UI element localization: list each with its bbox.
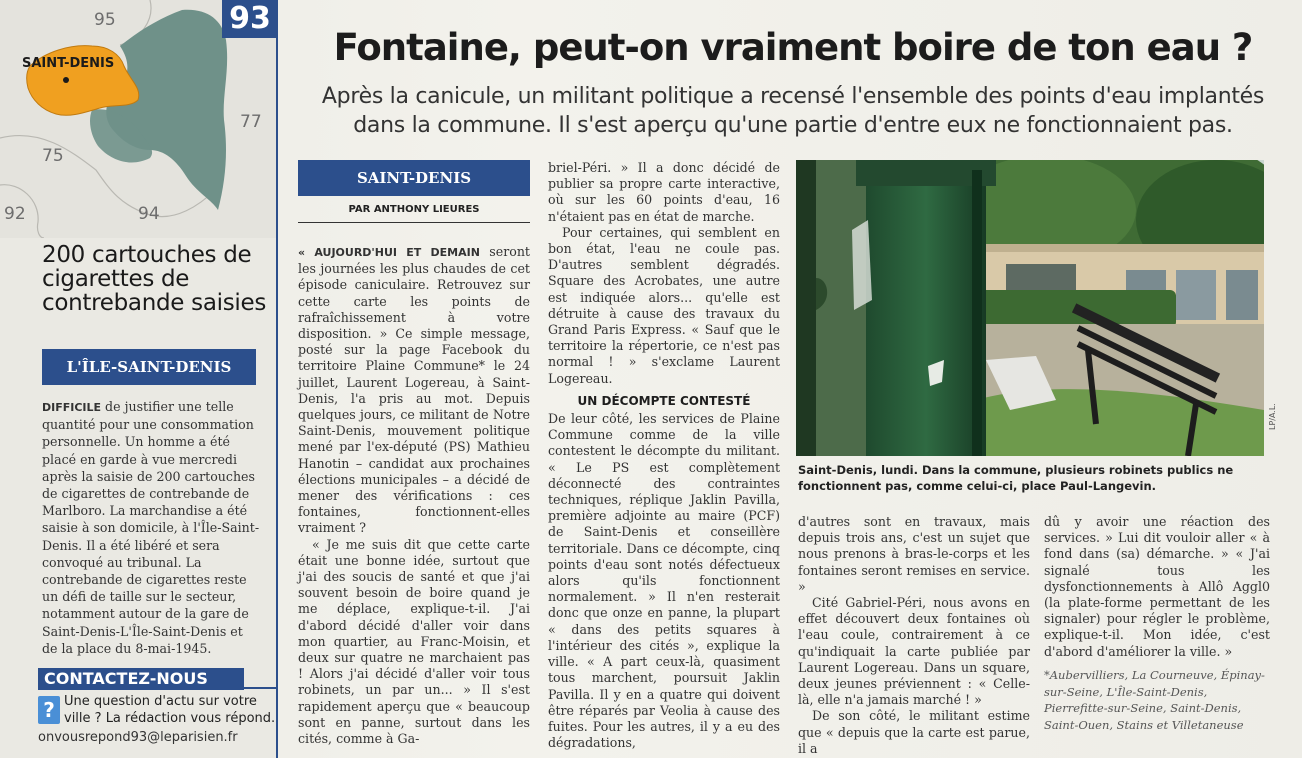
sidebar-divider xyxy=(276,0,278,758)
article-photo xyxy=(796,160,1264,456)
photo-credit: LP/A.L. xyxy=(1268,403,1277,430)
contact-text: Une question d'actu sur votre ville ? La rédaction vous répond. xyxy=(64,694,276,726)
brief-lead: DIFFICILE xyxy=(42,401,102,414)
article-column-3 xyxy=(798,514,1030,757)
map-label-92: 92 xyxy=(4,204,26,224)
contact-band: CONTACTEZ-NOUS xyxy=(38,668,244,690)
col3-paragraph-2: Cité Gabriel-Péri, nous avons en effet découvert deux fontaines où l'eau coule, contrairement à ce qu'indiquait la carte publiée par Laurent Logereau. Dans un square, deux jeunes préviennent : « Celle-là, elle n'a jamais marché ! » xyxy=(798,595,1030,708)
footnote: *Aubervilliers, La Courneuve, Épinay-sur-Seine, L'Île-Saint-Denis, Pierrefitte-sur-Seine, Saint-Denis, Saint-Ouen, Stains et Villetaneuse xyxy=(1044,668,1265,732)
col2-paragraph-1: briel-Péri. » Il a donc décidé de publier sa propre carte interactive, où sur les 60 points d'eau, 16 n'étaient pas en état de marche. xyxy=(548,160,780,224)
article-lead: « AUJOURD'HUI ET DEMAIN xyxy=(298,246,480,259)
subheading: UN DÉCOMPTE CONTESTÉ xyxy=(577,393,751,408)
col3-paragraph-1: d'autres sont en travaux, mais depuis trois ans, c'est un sujet que nous prenons à bras-le-corps et les fontaines seront remises en service. » xyxy=(798,514,1030,594)
col1-paragraph-1: seront les journées les plus chaudes de cet épisode caniculaire. Retrouvez sur cette carte les points de rafraîchissement à votre disposition. » Ce simple message, posté sur la page Facebook du territoire Plaine Commune* le 24 juillet, Laurent Logereau, à Saint-Denis, l'a pris au mot. Depuis quelques jours, ce militant de Notre Saint-Denis, mouvement politique mené par l'ex-député (PS) Mathieu Hanotin – candidat aux prochaines élections municipales – a décidé de mener des vérifications : ces fontaines, fonctionnent-elles vraiment ? xyxy=(298,244,530,536)
map-city-label: SAINT-DENIS xyxy=(22,56,115,71)
col4-paragraph-1: dû y avoir une réaction des services. » Lui dit vouloir aller « à fond dans (sa) démarche. » « J'ai signalé tous les dysfonctionnements à Allô Aggl0 (la plate-forme permettant de les signaler) pour régler le problème, explique-t-il. Mon idée, c'est d'abord d'améliorer la ville. » xyxy=(1044,514,1270,659)
contact-email[interactable]: onvousrepond93@leparisien.fr xyxy=(38,730,238,745)
contact-divider xyxy=(236,687,276,689)
map-label-94: 94 xyxy=(138,204,160,224)
question-mark-icon: ? xyxy=(38,696,60,724)
col2-paragraph-2: Pour certaines, qui semblent en bon état, l'eau ne coule pas. D'autres semblent dégradés. Square des Acrobates, une autre est indiquée alors... qu'elle est détruite à cause des travaux du Grand Paris Express. « Sauf que le territoire la répertorie, ce n'est pas normal ! » s'exclame Laurent Logereau. xyxy=(548,224,780,386)
col1-paragraph-2: « Je me suis dit que cette carte était une bonne idée, surtout que j'ai des soucis de santé et que j'ai souvent besoin de boire quand je me déplace, explique-t-il. J'ai d'abord décidé d'aller voir dans mon quartier, au Franc-Moisin, et deux sur quatre ne marchaient pas ! Alors j'ai décidé d'aller voir tous robinets, un par un... » Il s'est rapidement aperçu que « beaucoup sont en panne, surtout dans les cités, comme à Ga- xyxy=(298,536,530,747)
byline-divider xyxy=(298,222,530,223)
brief-headline: 200 cartouches de cigarettes de contrebande saisies xyxy=(42,242,267,316)
article-column-1 xyxy=(298,244,530,747)
photo-caption: Saint-Denis, lundi. Dans la commune, plusieurs robinets publics ne fonctionnent pas, comme celui-ci, place Paul-Langevin. xyxy=(798,463,1234,493)
map-label-77: 77 xyxy=(240,112,262,132)
article-column-2 xyxy=(548,160,780,751)
sidebar xyxy=(0,0,278,758)
brief-location-badge: L'ÎLE-SAINT-DENIS xyxy=(42,349,256,385)
article-headline: Fontaine, peut-on vraiment boire de ton eau ? xyxy=(333,26,1253,69)
article-byline: PAR ANTHONY LIEURES xyxy=(348,204,480,215)
brief-body xyxy=(42,398,262,657)
col3-paragraph-3: De son côté, le militant estime que « depuis que la carte est parue, il a xyxy=(798,708,1030,756)
article-column-4 xyxy=(1044,514,1270,660)
article-standfirst: Après la canicule, un militant politique a recensé l'ensemble des points d'eau implantés dans la commune. Il s'est aperçu qu'une partie d'entre eux ne fonctionnaient pas. xyxy=(321,84,1265,138)
article-location-badge: SAINT-DENIS xyxy=(298,160,530,196)
map-label-75: 75 xyxy=(42,146,64,166)
col2-paragraph-3: De leur côté, les services de Plaine Commune comme de la ville contestent le décompte du militant. « Le PS est complètement déconnecté des contraintes techniques, réplique Jaklin Pavilla, première adjointe au maire (PCF) de Saint-Denis et conseillère territoriale. Dans ce décompte, cinq points d'eau sont notés défectueux alors qu'ils fonctionnent normalement. » Il n'en resterait donc que onze en panne, la plupart « dans des petits squares à l'intérieur des cités », explique la ville. « A part ceux-là, quasiment tous marchent, poursuit Jaklin Pavilla. Il y en a quatre qui doivent être réparés par Veolia à cause des fuites. Pour les autres, il y a eu des dégradations, xyxy=(548,411,780,751)
map-label-95: 95 xyxy=(94,10,116,30)
brief-text: de justifier une telle quantité pour une consommation personnelle. Un homme a été placé en garde à vue mercredi après la saisie de 200 cartouches de cigarettes de contrebande de Marlboro. La marchandise a été saisie à son domicile, à l'Île-Saint-Denis. Il a été libéré et sera convoqué au tribunal. La contrebande de cigarettes reste un défi de taille sur le secteur, notamment autour de la gare de Saint-Denis-L'Île-Saint-Denis et de la place du 8-mai-1945. xyxy=(42,399,260,656)
department-badge: 93 xyxy=(222,0,278,38)
